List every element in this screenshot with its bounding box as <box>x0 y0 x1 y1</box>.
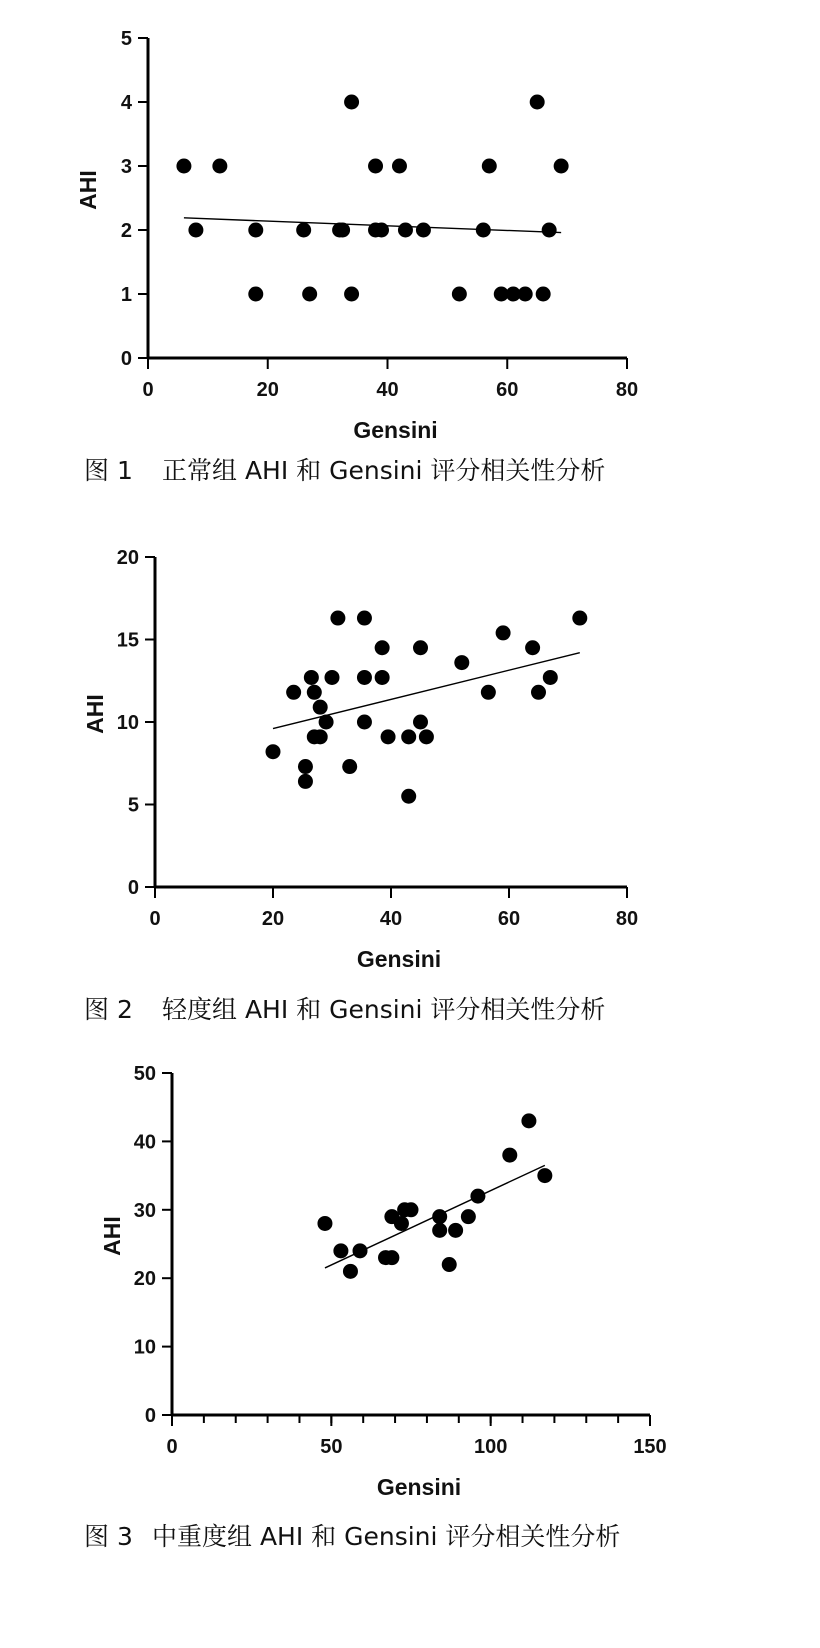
data-point <box>368 159 383 174</box>
data-point <box>518 287 533 302</box>
data-point <box>572 611 587 626</box>
y-tick-label: 10 <box>133 1336 156 1359</box>
data-point <box>537 1168 552 1183</box>
x-tick-label: 0 <box>149 908 161 930</box>
data-point <box>496 625 511 640</box>
data-point <box>502 1148 517 1163</box>
chart-panel-1 <box>75 28 638 485</box>
data-point <box>442 1257 457 1272</box>
data-point <box>286 685 301 700</box>
x-axis-title: Gensini <box>376 1474 462 1500</box>
data-point <box>343 1264 358 1279</box>
data-point <box>344 95 359 110</box>
y-tick-label: 3 <box>120 156 132 178</box>
data-point <box>476 223 491 238</box>
x-tick-label: 150 <box>633 1436 667 1458</box>
x-tick-label: 40 <box>379 908 403 930</box>
figure-caption-label: 图 3 <box>84 1522 133 1551</box>
data-point <box>335 223 350 238</box>
data-point <box>357 715 372 730</box>
y-tick-label: 40 <box>133 1131 156 1154</box>
data-point <box>531 685 546 700</box>
data-point <box>342 759 357 774</box>
data-point <box>404 1202 419 1217</box>
data-point <box>298 774 313 789</box>
x-axis-title: Gensini <box>353 417 438 443</box>
data-point <box>266 744 281 759</box>
x-tick-label: 20 <box>256 379 279 401</box>
data-point <box>302 287 317 302</box>
x-tick-label: 40 <box>376 379 399 401</box>
y-tick-label: 0 <box>127 877 139 899</box>
data-point <box>374 223 389 238</box>
data-point <box>313 700 328 715</box>
x-tick-label: 50 <box>320 1436 343 1458</box>
data-point <box>176 159 191 174</box>
data-point <box>413 715 428 730</box>
data-point <box>536 287 551 302</box>
data-point <box>432 1223 447 1238</box>
y-tick-label: 2 <box>120 220 132 242</box>
y-axis-title: AHI <box>75 170 101 210</box>
data-point <box>304 670 319 685</box>
x-tick-label: 80 <box>615 379 639 401</box>
data-point <box>452 287 467 302</box>
data-point <box>401 729 416 744</box>
data-point <box>481 685 496 700</box>
x-axis-title: Gensini <box>356 946 442 972</box>
data-point <box>543 670 558 685</box>
data-point <box>448 1223 463 1238</box>
data-point <box>319 715 334 730</box>
y-tick-label: 0 <box>120 348 132 370</box>
data-point <box>357 611 372 626</box>
data-point <box>375 670 390 685</box>
data-point <box>188 223 203 238</box>
data-point <box>307 685 322 700</box>
data-point <box>296 223 311 238</box>
data-point <box>392 159 407 174</box>
y-tick-label: 5 <box>127 794 139 817</box>
data-point <box>313 729 328 744</box>
y-tick-label: 10 <box>116 712 139 734</box>
figure-caption-text: 轻度组 AHI 和 Gensini 评分相关性分析 <box>162 995 606 1024</box>
data-point <box>470 1189 485 1204</box>
data-point <box>542 223 557 238</box>
y-tick-label: 0 <box>144 1405 156 1427</box>
y-tick-label: 20 <box>116 547 139 569</box>
x-tick-label: 60 <box>497 908 521 930</box>
data-point <box>554 159 569 174</box>
data-point <box>381 729 396 744</box>
chart-panel-2 <box>82 547 638 1024</box>
data-point <box>353 1243 368 1258</box>
data-point <box>333 1243 348 1258</box>
data-point <box>525 640 540 655</box>
data-point <box>432 1209 447 1224</box>
data-point <box>325 670 340 685</box>
x-tick-label: 100 <box>473 1436 508 1458</box>
data-point <box>394 1216 409 1231</box>
data-point <box>530 95 545 110</box>
x-tick-label: 0 <box>166 1436 178 1458</box>
data-point <box>413 640 428 655</box>
data-point <box>454 655 469 670</box>
x-tick-label: 80 <box>615 908 639 930</box>
x-tick-label: 60 <box>496 379 519 401</box>
data-point <box>375 640 390 655</box>
y-axis-title: AHI <box>82 694 108 734</box>
data-point <box>330 611 345 626</box>
figure-caption-text: 正常组 AHI 和 Gensini 评分相关性分析 <box>162 456 606 485</box>
data-point <box>357 670 372 685</box>
data-point <box>384 1250 399 1265</box>
data-point <box>212 159 227 174</box>
y-tick-label: 15 <box>116 629 139 652</box>
data-point <box>482 159 497 174</box>
y-tick-label: 50 <box>133 1063 156 1085</box>
figure-caption-label: 图 2 <box>84 995 133 1024</box>
data-point <box>521 1113 536 1128</box>
y-axis-title: AHI <box>99 1216 125 1256</box>
data-point <box>419 729 434 744</box>
data-point <box>248 223 263 238</box>
figure-caption-text: 中重度组 AHI 和 Gensini 评分相关性分析 <box>152 1522 621 1551</box>
y-tick-label: 1 <box>120 284 132 306</box>
x-tick-label: 20 <box>261 908 285 930</box>
figure-caption-label: 图 1 <box>84 456 133 485</box>
data-point <box>344 287 359 302</box>
data-point <box>317 1216 332 1231</box>
data-point <box>298 759 313 774</box>
data-point <box>461 1209 476 1224</box>
y-tick-label: 4 <box>120 92 132 114</box>
data-point <box>248 287 263 302</box>
y-tick-label: 5 <box>120 28 132 50</box>
y-tick-label: 20 <box>133 1268 156 1291</box>
x-tick-label: 0 <box>142 379 154 401</box>
chart-panel-3 <box>84 1063 667 1551</box>
data-point <box>416 223 431 238</box>
data-point <box>398 223 413 238</box>
data-point <box>401 789 416 804</box>
y-tick-label: 30 <box>133 1199 156 1222</box>
